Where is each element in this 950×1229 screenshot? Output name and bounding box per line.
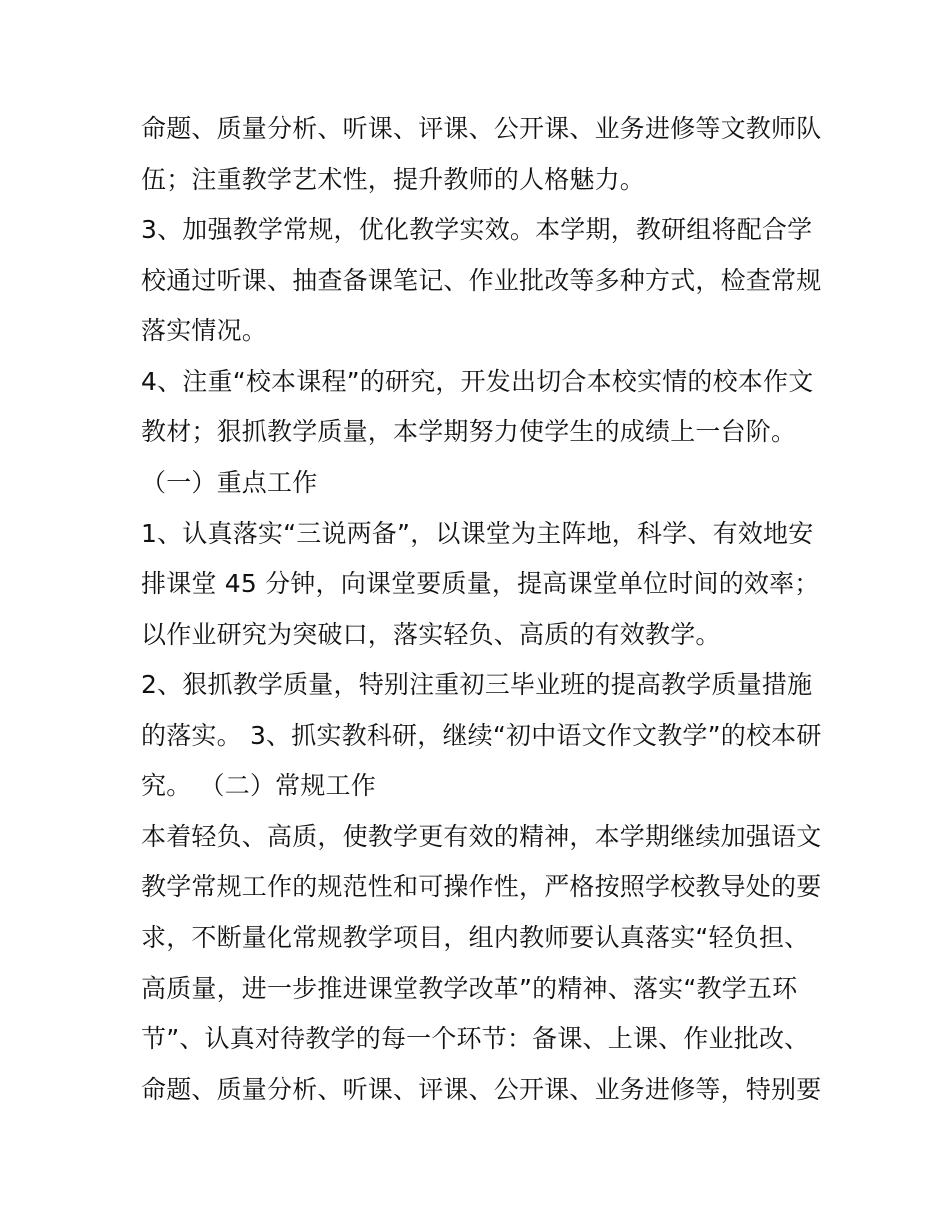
text-line: 1、认真落实“三说两备”，以课堂为主阵地，科学、有效地安 [141,519,814,548]
text-line: 落实情况。 [141,316,268,345]
text-line: 求，不断量化常规教学项目，组内教师要认真落实“轻负担、 [141,923,810,952]
text-line: 本着轻负、高质，使教学更有效的精神，本学期继续加强语文 [141,822,822,851]
section-heading: （一）重点工作 [141,468,318,497]
text-line: 伍；注重教学艺术性，提升教师的人格魅力。 [141,165,646,194]
text-line: 排课堂 45 分钟，向课堂要质量，提高课堂单位时间的效率； [141,569,820,598]
text-line: 高质量，进一步推进课堂教学改革”的精神、落实“教学五环 [141,974,798,1003]
text-line: 命题、质量分析、听课、评课、公开课、业务进修等文教师队 [141,114,822,143]
text-line: 校通过听课、抽查备课笔记、作业批改等多种方式，检查常规 [141,266,822,295]
text-line: 以作业研究为突破口，落实轻负、高质的有效教学。 [141,620,721,649]
text-line: 教学常规工作的规范性和可操作性，严格按照学校教导处的要 [141,872,822,901]
text-line: 的落实。 3、抓实教科研，继续“初中语文作文教学”的校本研 [141,721,822,750]
text-line: 教材；狠抓教学质量，本学期努力使学生的成绩上一台阶。 [141,417,797,446]
text-line: 命题、质量分析、听课、评课、公开课、业务进修等，特别要 [141,1075,822,1104]
text-line: 节”、认真对待教学的每一个环节：备课、上课、作业批改、 [141,1024,810,1053]
text-line: 3、加强教学常规，优化教学实效。本学期，教研组将配合学 [141,215,813,244]
text-line: 究。 （二）常规工作 [141,771,376,800]
text-line: 4、注重“校本课程”的研究，开发出切合本校实情的校本作文 [141,367,814,396]
text-line: 2、狠抓教学质量，特别注重初三毕业班的提高教学质量措施 [141,670,813,699]
